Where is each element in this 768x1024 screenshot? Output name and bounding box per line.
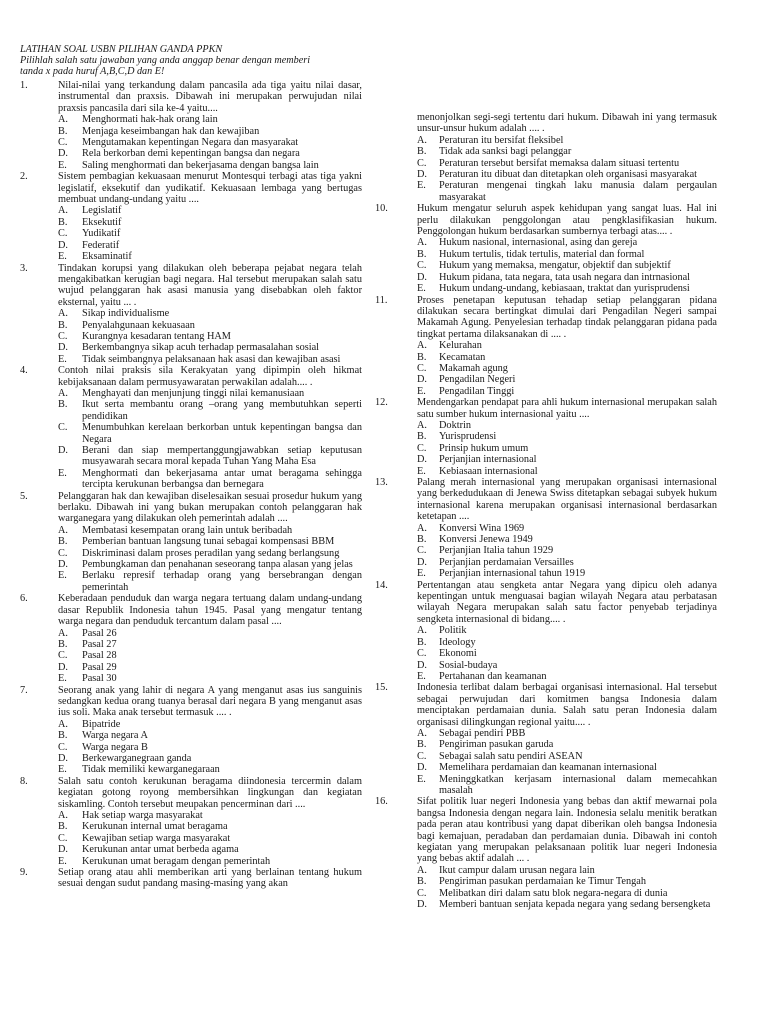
question-number: 2.: [20, 171, 28, 183]
answer-option: [417, 386, 717, 397]
option-letter: A.: [417, 522, 428, 534]
question-number: 16.: [375, 796, 388, 808]
worksheet-title: LATIHAN SOAL USBN PILIHAN GANDA PPKN: [20, 44, 223, 55]
option-text: Perjanjian internasional tahun 1919: [439, 568, 586, 580]
answer-option: [417, 762, 717, 773]
answer-option: [417, 545, 717, 556]
option-letter: D.: [58, 445, 69, 456]
answer-option: [417, 888, 717, 899]
option-letter: A.: [58, 524, 69, 536]
question-number: 15.: [375, 682, 388, 694]
option-letter: A.: [58, 810, 69, 821]
option-letter: C.: [417, 750, 427, 762]
right-column: [375, 112, 717, 910]
answer-option: [417, 249, 717, 260]
option-letter: D.: [417, 899, 428, 911]
question-text: Hukum mengatur seluruh aspek kehidupan yang sangat luas. Hal ini perlu dilakukan penggolongan atau pengklasifikasian hukum. Penggolongan hukum berdasarkan sumbernya terbagi atas.... .: [417, 203, 717, 238]
option-letter: E.: [58, 764, 67, 776]
answer-option: [58, 810, 362, 821]
option-text: Memelihara perdamaian dan keamanan internasional: [439, 762, 657, 774]
option-letter: C.: [58, 832, 68, 844]
option-letter: C.: [417, 157, 427, 169]
answer-option: [417, 557, 717, 568]
question-item: [375, 295, 717, 398]
answer-option: [417, 534, 717, 545]
answer-option: [417, 158, 717, 169]
option-text: Pertahanan dan keamanan: [439, 670, 547, 682]
answer-option: [417, 374, 717, 385]
answer-option: [58, 342, 362, 353]
option-text: Makamah agung: [439, 362, 508, 374]
answer-option: [58, 856, 362, 867]
option-text: Pasal 30: [82, 673, 117, 685]
option-letter: D.: [58, 148, 69, 160]
answer-option: [58, 844, 362, 855]
answer-option: [58, 137, 362, 148]
answer-option: [417, 169, 717, 180]
option-letter: D.: [58, 661, 69, 673]
option-letter: D.: [58, 342, 69, 354]
answer-option: [417, 625, 717, 636]
option-text: Kebiasaan internasional: [439, 465, 538, 477]
option-letter: B.: [58, 536, 68, 548]
option-text: Pengadilan Negeri: [439, 374, 516, 386]
option-letter: C.: [58, 228, 68, 240]
question-item: [20, 867, 362, 890]
answer-option: [58, 833, 362, 844]
option-text: Pemberian bantuan langsung tunai sebagai kompensasi BBM: [82, 536, 335, 548]
option-text: Saling menghormati dan bekerjasama dengan bangsa lain: [82, 159, 319, 171]
worksheet-header: [20, 44, 360, 77]
option-letter: A.: [58, 114, 69, 126]
option-text: Tidak ada sanksi bagi pelanggar: [439, 146, 572, 158]
answer-option: [417, 146, 717, 157]
question-text: menonjolkan segi-segi tertentu dari hukum. Dibawah ini yang termasuk unsur-unsur hukum adalah .... .: [417, 112, 717, 135]
option-letter: E.: [58, 251, 67, 263]
option-letter: D.: [58, 239, 69, 251]
option-text: Kerukunan antar umat berbeda agama: [82, 844, 239, 856]
answer-option: [417, 352, 717, 363]
option-text: Pasal 29: [82, 661, 117, 673]
option-text: Hukum undang-undang, kebiasaan, traktat dan yurisprudensi: [439, 283, 690, 295]
answer-option: [417, 660, 717, 671]
question-text: Contoh nilai praksis sila Kerakyatan yang dipimpin oleh hikmat kebijaksanaan dalam permusyawaratan perwakilan adalah.... .: [58, 365, 362, 388]
option-letter: B.: [417, 248, 427, 260]
option-text: Doktrin: [439, 419, 472, 431]
question-text: Setiap orang atau ahli memberikan arti yang berlainan tentang hukum sesuai dengan sudut pandang masing-masing yang akan: [58, 867, 362, 890]
answer-option: [58, 753, 362, 764]
option-letter: E.: [58, 570, 67, 582]
answer-option: [58, 730, 362, 741]
option-text: Sosial-budaya: [439, 659, 498, 671]
answer-option: [58, 536, 362, 547]
option-text: Bipatride: [82, 718, 121, 730]
answer-option: [58, 719, 362, 730]
answer-option: [58, 251, 362, 262]
answer-option: [58, 650, 362, 661]
answer-option: [417, 237, 717, 248]
answer-option: [58, 160, 362, 171]
option-text: Ideology: [439, 636, 476, 648]
answer-option: [58, 559, 362, 570]
answer-option: [417, 443, 717, 454]
option-letter: C.: [417, 545, 427, 557]
option-text: Berlaku represif terhadap orang yang bersebrangan dengan pemerintah: [82, 570, 362, 593]
question-text: Pertentangan atau sengketa antar Negara yang dipicu oleh adanya kepentingan untuk menguasai bagian wilayah Negara atau perbatasan wilayah Negara merupakan salah satu factor penyebab terjadinya sengketa internasional di bidang.... .: [417, 579, 717, 625]
option-text: Peraturan itu bersifat fleksibel: [439, 134, 564, 146]
answer-option: [417, 876, 717, 887]
option-text: Pengiriman pasukan garuda: [439, 739, 554, 751]
answer-option: [58, 354, 362, 365]
option-text: Berani dan siap mempertanggungjawabkan setiap keputusan musyawarah secara moral kepada Tuhan Yang Maha Esa: [82, 445, 362, 468]
question-text: Indonesia terlibat dalam berbagai organisasi internasional. Hal tersebut sebagai perwujudan dari komitmen bangsa Indonesia dalam menciptakan perdamaian dunia. Salah satu peran Indonesia dalam organisasi dilingkungan regional yaitu.... .: [417, 682, 717, 728]
answer-option: [417, 637, 717, 648]
answer-option: [58, 548, 362, 559]
option-letter: C.: [58, 741, 68, 753]
option-letter: D.: [58, 559, 69, 571]
answer-option: [58, 126, 362, 137]
option-text: Konversi Wina 1969: [439, 522, 525, 534]
option-text: Menghormati hak-hak orang lain: [82, 114, 218, 126]
option-letter: B.: [417, 876, 427, 888]
answer-option: [417, 671, 717, 682]
option-letter: E.: [417, 180, 426, 192]
option-text: Melibatkan diri dalam satu blok negara-negara di dunia: [439, 887, 668, 899]
option-text: Federatif: [82, 239, 120, 251]
question-item: [375, 580, 717, 683]
question-number: 9.: [20, 867, 28, 879]
instruction-line-1: Pilihlah salah satu jawaban yang anda anggap benar dengan memberi: [20, 55, 311, 66]
question-item: [20, 171, 362, 262]
answer-option: [417, 420, 717, 431]
option-text: Diskriminasi dalam proses peradilan yang sedang berlangsung: [82, 547, 340, 559]
option-letter: A.: [58, 308, 69, 320]
option-letter: A.: [417, 419, 428, 431]
question-item: [375, 796, 717, 910]
option-letter: C.: [417, 887, 427, 899]
option-text: Pengiriman pasukan perdamaian ke Timur Tengah: [439, 876, 646, 888]
option-text: Memberi bantuan senjata kepada negara yang sedang bersengketa: [439, 899, 711, 911]
option-text: Pasal 28: [82, 650, 117, 662]
option-letter: E.: [417, 773, 426, 785]
question-text: Proses penetapan keputusan tehadap setiap pelanggaran pidana dilakukan secara bertingkat dimulai dari Pengadilan Negeri sampai Makamah Agung. Penyelesian terhadap tindak pelanggaran pidana pada tingkat pertama dilaksanakan di .... .: [417, 294, 717, 340]
question-number: 8.: [20, 775, 28, 787]
option-text: Menjaga keseimbangan hak dan kewajiban: [82, 125, 260, 137]
question-item: [20, 263, 362, 366]
question-item: [20, 685, 362, 776]
option-text: Ikut campur dalam urusan negara lain: [439, 864, 595, 876]
option-letter: E.: [417, 568, 426, 580]
question-text: Mendengarkan pendapat para ahli hukum internasional merupakan salah satu sumber hukum internasional yaitu ....: [417, 397, 717, 420]
question-text: Nilai-nilai yang terkandung dalam pancasila ada tiga yaitu nilai dasar, instrumental dan praxsis. Dibawah ini merupakan perwujudan nilai praxsis pancasila dari sila ke-4 yaitu....: [58, 80, 362, 114]
answer-option: [417, 135, 717, 146]
option-text: Yurisprudensi: [439, 431, 497, 443]
option-text: Tidak memiliki kewarganegaraan: [82, 764, 220, 776]
option-letter: E.: [58, 855, 67, 867]
question-item: [20, 776, 362, 867]
answer-option: [417, 739, 717, 750]
answer-option: [417, 340, 717, 351]
answer-option: [58, 148, 362, 159]
answer-option: [417, 728, 717, 739]
question-text: Sistem pembagian kekuasaan menurut Montesqui terbagi atas tiga yakni legislatif, eksekutif dan yudikatif. Kekuasaan lembaga yang bertugas membuat undang-undang yaitu ....: [58, 171, 362, 206]
option-text: Yudikatif: [82, 228, 121, 240]
option-text: Meninggkatkan kerjasam internasional dalam memecahkan masalah: [439, 773, 717, 796]
option-letter: B.: [58, 319, 68, 331]
option-letter: E.: [417, 283, 426, 295]
option-letter: A.: [58, 718, 69, 730]
question-item: [20, 365, 362, 490]
question-item: [375, 112, 717, 203]
question-item: [375, 397, 717, 477]
option-text: Hukum pidana, tata negara, tata usah negara dan intrnasional: [439, 271, 691, 283]
answer-option: [417, 523, 717, 534]
answer-option: [58, 742, 362, 753]
option-text: Peraturan tersebut bersifat memaksa dalam situasi tertentu: [439, 157, 680, 169]
option-text: Berkewarganegraan ganda: [82, 752, 192, 764]
option-text: Rela berkorban demi kepentingan bangsa dan negara: [82, 148, 300, 160]
answer-option: [58, 320, 362, 331]
option-text: Kelurahan: [439, 340, 482, 352]
answer-option: [58, 399, 362, 422]
option-letter: B.: [58, 821, 68, 833]
option-letter: A.: [58, 387, 69, 399]
option-letter: E.: [58, 159, 67, 171]
option-text: Penyalahgunaan kekuasaan: [82, 319, 195, 331]
option-text: Ikut serta membantu orang –orang yang membutuhkan seperti pendidikan: [82, 399, 362, 422]
option-text: Ekonomi: [439, 648, 477, 660]
option-letter: B.: [417, 636, 427, 648]
option-text: Warga negara A: [82, 730, 148, 742]
answer-option: [417, 363, 717, 374]
question-item: [375, 477, 717, 580]
answer-option: [58, 114, 362, 125]
answer-option: [58, 388, 362, 399]
question-number: 10.: [375, 203, 388, 215]
question-text: Tindakan korupsi yang dilakukan oleh beberapa pejabat negara telah mengakibatkan kerugian bagi negara. Hal tersebut merupakan salah satu wujud pelanggaran hak asasi manusia yang disebabkan oleh faktor eksternal, yaitu ... .: [58, 262, 362, 308]
option-letter: B.: [417, 351, 427, 363]
option-letter: D.: [417, 454, 428, 466]
option-text: Menghayati dan menjunjung tinggi nilai kemanusiaan: [82, 387, 305, 399]
question-number: 6.: [20, 593, 28, 605]
answer-option: [58, 525, 362, 536]
question-number: 7.: [20, 684, 28, 696]
option-text: Kerukunan internal umat beragama: [82, 821, 228, 833]
option-letter: A.: [58, 205, 69, 217]
option-letter: E.: [417, 670, 426, 682]
answer-option: [417, 283, 717, 294]
option-letter: D.: [417, 374, 428, 386]
question-item: [375, 203, 717, 294]
question-number: 11.: [375, 294, 388, 306]
option-letter: C.: [417, 260, 427, 272]
option-letter: B.: [58, 216, 68, 228]
option-text: Warga negara B: [82, 741, 148, 753]
answer-option: [417, 568, 717, 579]
option-text: Menumbuhkan kerelaan berkorban untuk kepentingan bangsa dan Negara: [82, 422, 362, 445]
option-text: Hukum tertulis, tidak tertulis, material dan formal: [439, 248, 645, 260]
answer-option: [58, 764, 362, 775]
option-text: Berkembangnya sikap acuh terhadap permasalahan sosial: [82, 342, 320, 354]
answer-option: [417, 648, 717, 659]
question-item: [375, 682, 717, 796]
option-text: Menghormati dan bekerjasama antar umat beragama sehingga tercipta kerukunan berbangsa dan bernegara: [82, 467, 362, 491]
answer-option: [58, 570, 362, 593]
option-text: Perjanjian perdamaian Versailles: [439, 556, 574, 568]
option-letter: A.: [417, 727, 428, 739]
answer-option: [58, 228, 362, 239]
option-text: Kecamatan: [439, 351, 486, 363]
question-number: 12.: [375, 397, 388, 409]
option-text: Eksekutif: [82, 216, 122, 228]
instruction-line-2: tanda x pada huruf A,B,C,D dan E!: [20, 66, 165, 77]
option-text: Sebagai salah satu pendiri ASEAN: [439, 750, 583, 762]
answer-option: [417, 899, 717, 910]
option-letter: A.: [58, 627, 69, 639]
option-text: Eksaminatif: [82, 251, 132, 263]
option-letter: A.: [417, 340, 428, 352]
option-letter: D.: [417, 169, 428, 181]
option-text: Perjanjian internasional: [439, 454, 537, 466]
answer-option: [58, 468, 362, 491]
answer-option: [417, 865, 717, 876]
option-text: Sebagai pendiri PBB: [439, 727, 526, 739]
option-letter: E.: [417, 385, 426, 397]
option-letter: E.: [417, 465, 426, 477]
option-text: Kurangnya kesadaran tentang HAM: [82, 330, 231, 342]
answer-option: [417, 180, 717, 203]
option-letter: E.: [58, 467, 67, 479]
question-item: [20, 593, 362, 684]
option-letter: C.: [58, 547, 68, 559]
option-letter: E.: [58, 673, 67, 685]
option-letter: C.: [58, 650, 68, 662]
option-letter: C.: [417, 442, 427, 454]
answer-option: [417, 774, 717, 797]
answer-option: [417, 466, 717, 477]
option-text: Mengutamakan kepentingan Negara dan masyarakat: [82, 137, 299, 149]
question-text: Keberadaan penduduk dan warga negara tertuang dalam undang-undang dasar Republik Indonesia tahun 1945. Pasal yang mengatur tentang warga negara dan penduduk tercantum dalam pasal ....: [58, 593, 362, 628]
option-letter: A.: [417, 864, 428, 876]
question-number: 5.: [20, 490, 28, 502]
option-text: Kerukunan umat beragam dengan pemerintah: [82, 855, 271, 867]
option-text: Hak setiap warga masyarakat: [82, 810, 203, 821]
option-text: Membatasi kesempatan orang lain untuk beribadah: [82, 524, 293, 536]
option-text: Pasal 26: [82, 627, 117, 639]
option-text: Pasal 27: [82, 638, 117, 650]
question-text: Palang merah internasional yang merupakan organisasi internasional yang berkedudukaan di Jenewa Swiss ditetapkan sebagai subyek hukum internasional karena merupakan organisasi internasional berdasarkan ketetapan ....: [417, 477, 717, 523]
left-column: [20, 80, 362, 890]
option-letter: D.: [417, 556, 428, 568]
answer-option: [58, 308, 362, 319]
option-letter: B.: [58, 125, 68, 137]
option-text: Kewajiban setiap warga masyarakat: [82, 832, 231, 844]
option-letter: B.: [417, 534, 427, 546]
question-item: [20, 80, 362, 171]
option-letter: D.: [58, 844, 69, 856]
option-text: Konversi Jenewa 1949: [439, 534, 533, 546]
option-text: Sikap individualisme: [82, 308, 170, 320]
question-number: 4.: [20, 365, 28, 377]
answer-option: [58, 205, 362, 216]
answer-option: [417, 272, 717, 283]
answer-option: [58, 217, 362, 228]
option-text: Pengadilan Tinggi: [439, 385, 515, 397]
option-letter: A.: [417, 237, 428, 249]
option-letter: D.: [58, 752, 69, 764]
option-letter: B.: [58, 730, 68, 742]
option-text: Hukum nasional, internasional, asing dan gereja: [439, 237, 638, 249]
option-text: Hukum yang memaksa, mengatur, objektif dan subjektif: [439, 260, 671, 272]
answer-option: [58, 331, 362, 342]
question-number: 13.: [375, 477, 388, 488]
answer-option: [58, 445, 362, 468]
answer-option: [58, 240, 362, 251]
question-number: 3.: [20, 262, 28, 274]
answer-option: [58, 639, 362, 650]
option-letter: C.: [58, 330, 68, 342]
question-text: Salah satu contoh kerukunan beragama diindonesia tercermin dalam kegiatan gotong royong membersihkan lingkungan dan kegiatan siskamling. Contoh tersebut meupakan pencerminan dari ....: [58, 775, 362, 810]
option-letter: D.: [417, 271, 428, 283]
question-text: Seorang anak yang lahir di negara A yang menganut asas ius sanguinis sedangkan kedua orang tuanya berasal dari negara B yang menganut asas ius soli. Maka anak tersebut termasuk .... .: [58, 684, 362, 719]
option-letter: A.: [417, 134, 428, 146]
option-letter: C.: [417, 362, 427, 374]
question-number: 14.: [375, 579, 388, 591]
option-letter: B.: [58, 638, 68, 650]
option-text: Politik: [439, 625, 467, 637]
option-text: Perjanjian Italia tahun 1929: [439, 545, 554, 557]
option-letter: D.: [417, 762, 428, 774]
option-letter: B.: [417, 739, 427, 751]
option-letter: D.: [417, 659, 428, 671]
option-letter: E.: [58, 353, 67, 365]
answer-option: [58, 422, 362, 445]
option-letter: B.: [417, 146, 427, 158]
option-letter: C.: [417, 648, 427, 660]
answer-option: [417, 751, 717, 762]
answer-option: [58, 673, 362, 684]
option-text: Legislatif: [82, 205, 122, 217]
answer-option: [58, 821, 362, 832]
option-letter: A.: [417, 625, 428, 637]
answer-option: [58, 662, 362, 673]
option-text: Prinsip hukum umum: [439, 442, 529, 454]
option-text: Peraturan itu dibuat dan ditetapkan oleh organisasi masyarakat: [439, 169, 698, 181]
option-letter: C.: [58, 137, 68, 149]
option-letter: C.: [58, 422, 68, 434]
answer-option: [417, 454, 717, 465]
option-text: Pembungkaman dan penahanan seseorang tanpa alasan yang jelas: [82, 559, 353, 571]
question-item: [20, 491, 362, 594]
answer-option: [58, 628, 362, 639]
answer-option: [417, 260, 717, 271]
option-letter: B.: [58, 399, 68, 411]
question-text: Sifat politik luar negeri Indonesia yang bebas dan aktif mewarnai pola bangsa Indonesia dengan negara lain. Indonesia selalu menitik beratkan pada peran atau kontribusi yang dapat diberikan oleh bangsa Indonesia bagi kemajuan, peradaban dan perdamaian dunia. Dibawah ini contoh kegiatan yang merupakan pelaksanaan politik luar negeri Indonesia yang bebas aktif adalah ... .: [417, 796, 717, 865]
answer-option: [417, 431, 717, 442]
question-number: 1.: [20, 80, 28, 91]
option-text: Tidak seimbangnya pelaksanaan hak asasi dan kewajiban asasi: [82, 353, 341, 365]
option-letter: B.: [417, 431, 427, 443]
question-text: Pelanggaran hak dan kewajiban diselesaikan sesuai prosedur hukum yang berlaku. Dibawah ini yang bukan merupakan contoh pelanggaran hak warganegara yang dilakukan oleh pemerintah adalah ....: [58, 490, 362, 525]
option-text: Peraturan mengenai tingkah laku manusia dalam pergaulan masyarakat: [439, 180, 717, 203]
